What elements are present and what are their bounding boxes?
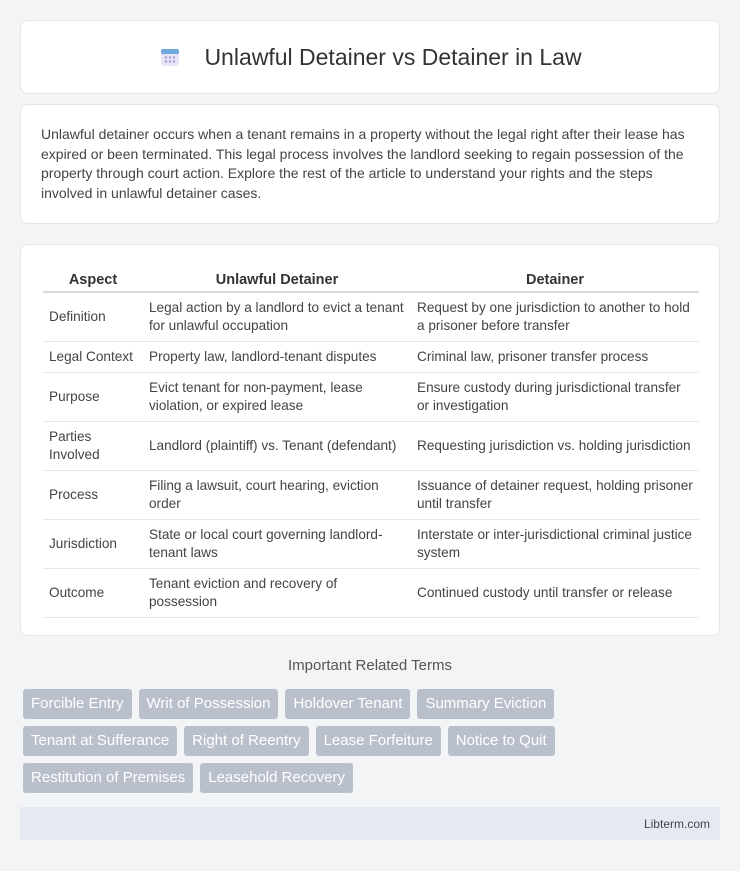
- table-header-row: [43, 265, 699, 293]
- row-unlawful-detainer: State or local court governing landlord-tenant laws: [143, 520, 411, 569]
- table-row: [43, 569, 699, 618]
- row-detainer: Ensure custody during jurisdictional transfer or investigation: [411, 373, 699, 422]
- row-unlawful-detainer: Legal action by a landlord to evict a tenant for unlawful occupation: [143, 293, 411, 342]
- related-terms-tags: [23, 689, 723, 800]
- row-aspect: Purpose: [43, 373, 143, 422]
- table-row: [43, 342, 699, 373]
- tag-forcible-entry[interactable]: Forcible Entry: [23, 689, 132, 719]
- row-aspect: Jurisdiction: [43, 520, 143, 569]
- intro-text: Unlawful detainer occurs when a tenant remains in a property without the legal right after their lease has expired or been terminated. This legal process involves the landlord seeking to regain possession of the property through court action. Explore the rest of the article to understand your rights and the steps involved in unlawful detainer cases.: [41, 126, 685, 201]
- table-row: [43, 471, 699, 520]
- row-unlawful-detainer: Property law, landlord-tenant disputes: [143, 342, 411, 373]
- tag-summary-eviction[interactable]: Summary Eviction: [417, 689, 554, 719]
- row-unlawful-detainer: Landlord (plaintiff) vs. Tenant (defendant): [143, 422, 411, 471]
- page-title: Unlawful Detainer vs Detainer in Law: [204, 43, 582, 70]
- footer: [20, 807, 720, 840]
- table-row: [43, 520, 699, 569]
- row-aspect: Definition: [43, 293, 143, 342]
- footer-site-link[interactable]: Libterm.com: [643, 816, 710, 831]
- tag-leasehold-recovery[interactable]: Leasehold Recovery: [200, 763, 353, 793]
- row-aspect: Legal Context: [43, 342, 143, 373]
- intro-card: [20, 104, 720, 224]
- row-unlawful-detainer: Filing a lawsuit, court hearing, eviction order: [143, 471, 411, 520]
- tag-lease-forfeiture[interactable]: Lease Forfeiture: [316, 726, 441, 756]
- tag-tenant-at-sufferance[interactable]: Tenant at Sufferance: [23, 726, 177, 756]
- row-detainer: Interstate or inter-jurisdictional criminal justice system: [411, 520, 699, 569]
- header-unlawful-detainer: Unlawful Detainer: [143, 265, 411, 293]
- calendar-icon: [158, 45, 182, 69]
- row-aspect: Outcome: [43, 569, 143, 618]
- tag-holdover-tenant[interactable]: Holdover Tenant: [285, 689, 410, 719]
- row-detainer: Continued custody until transfer or release: [411, 569, 699, 618]
- tag-restitution-of-premises[interactable]: Restitution of Premises: [23, 763, 193, 793]
- header-detainer: Detainer: [411, 265, 699, 293]
- tag-right-of-reentry[interactable]: Right of Reentry: [184, 726, 308, 756]
- row-aspect: Parties Involved: [43, 422, 143, 471]
- row-unlawful-detainer: Evict tenant for non-payment, lease violation, or expired lease: [143, 373, 411, 422]
- table-row: [43, 422, 699, 471]
- table-row: [43, 293, 699, 342]
- comparison-table: [43, 265, 699, 618]
- row-detainer: Criminal law, prisoner transfer process: [411, 342, 699, 373]
- table-row: [43, 373, 699, 422]
- comparison-table-card: [20, 244, 720, 636]
- row-detainer: Request by one jurisdiction to another to hold a prisoner before transfer: [411, 293, 699, 342]
- tag-notice-to-quit[interactable]: Notice to Quit: [448, 726, 555, 756]
- header-aspect: Aspect: [43, 265, 143, 293]
- row-detainer: Issuance of detainer request, holding prisoner until transfer: [411, 471, 699, 520]
- row-aspect: Process: [43, 471, 143, 520]
- related-terms-title: Important Related Terms: [288, 657, 452, 674]
- row-unlawful-detainer: Tenant eviction and recovery of possession: [143, 569, 411, 618]
- tag-writ-of-possession[interactable]: Writ of Possession: [139, 689, 279, 719]
- header-card: [20, 20, 720, 94]
- row-detainer: Requesting jurisdiction vs. holding jurisdiction: [411, 422, 699, 471]
